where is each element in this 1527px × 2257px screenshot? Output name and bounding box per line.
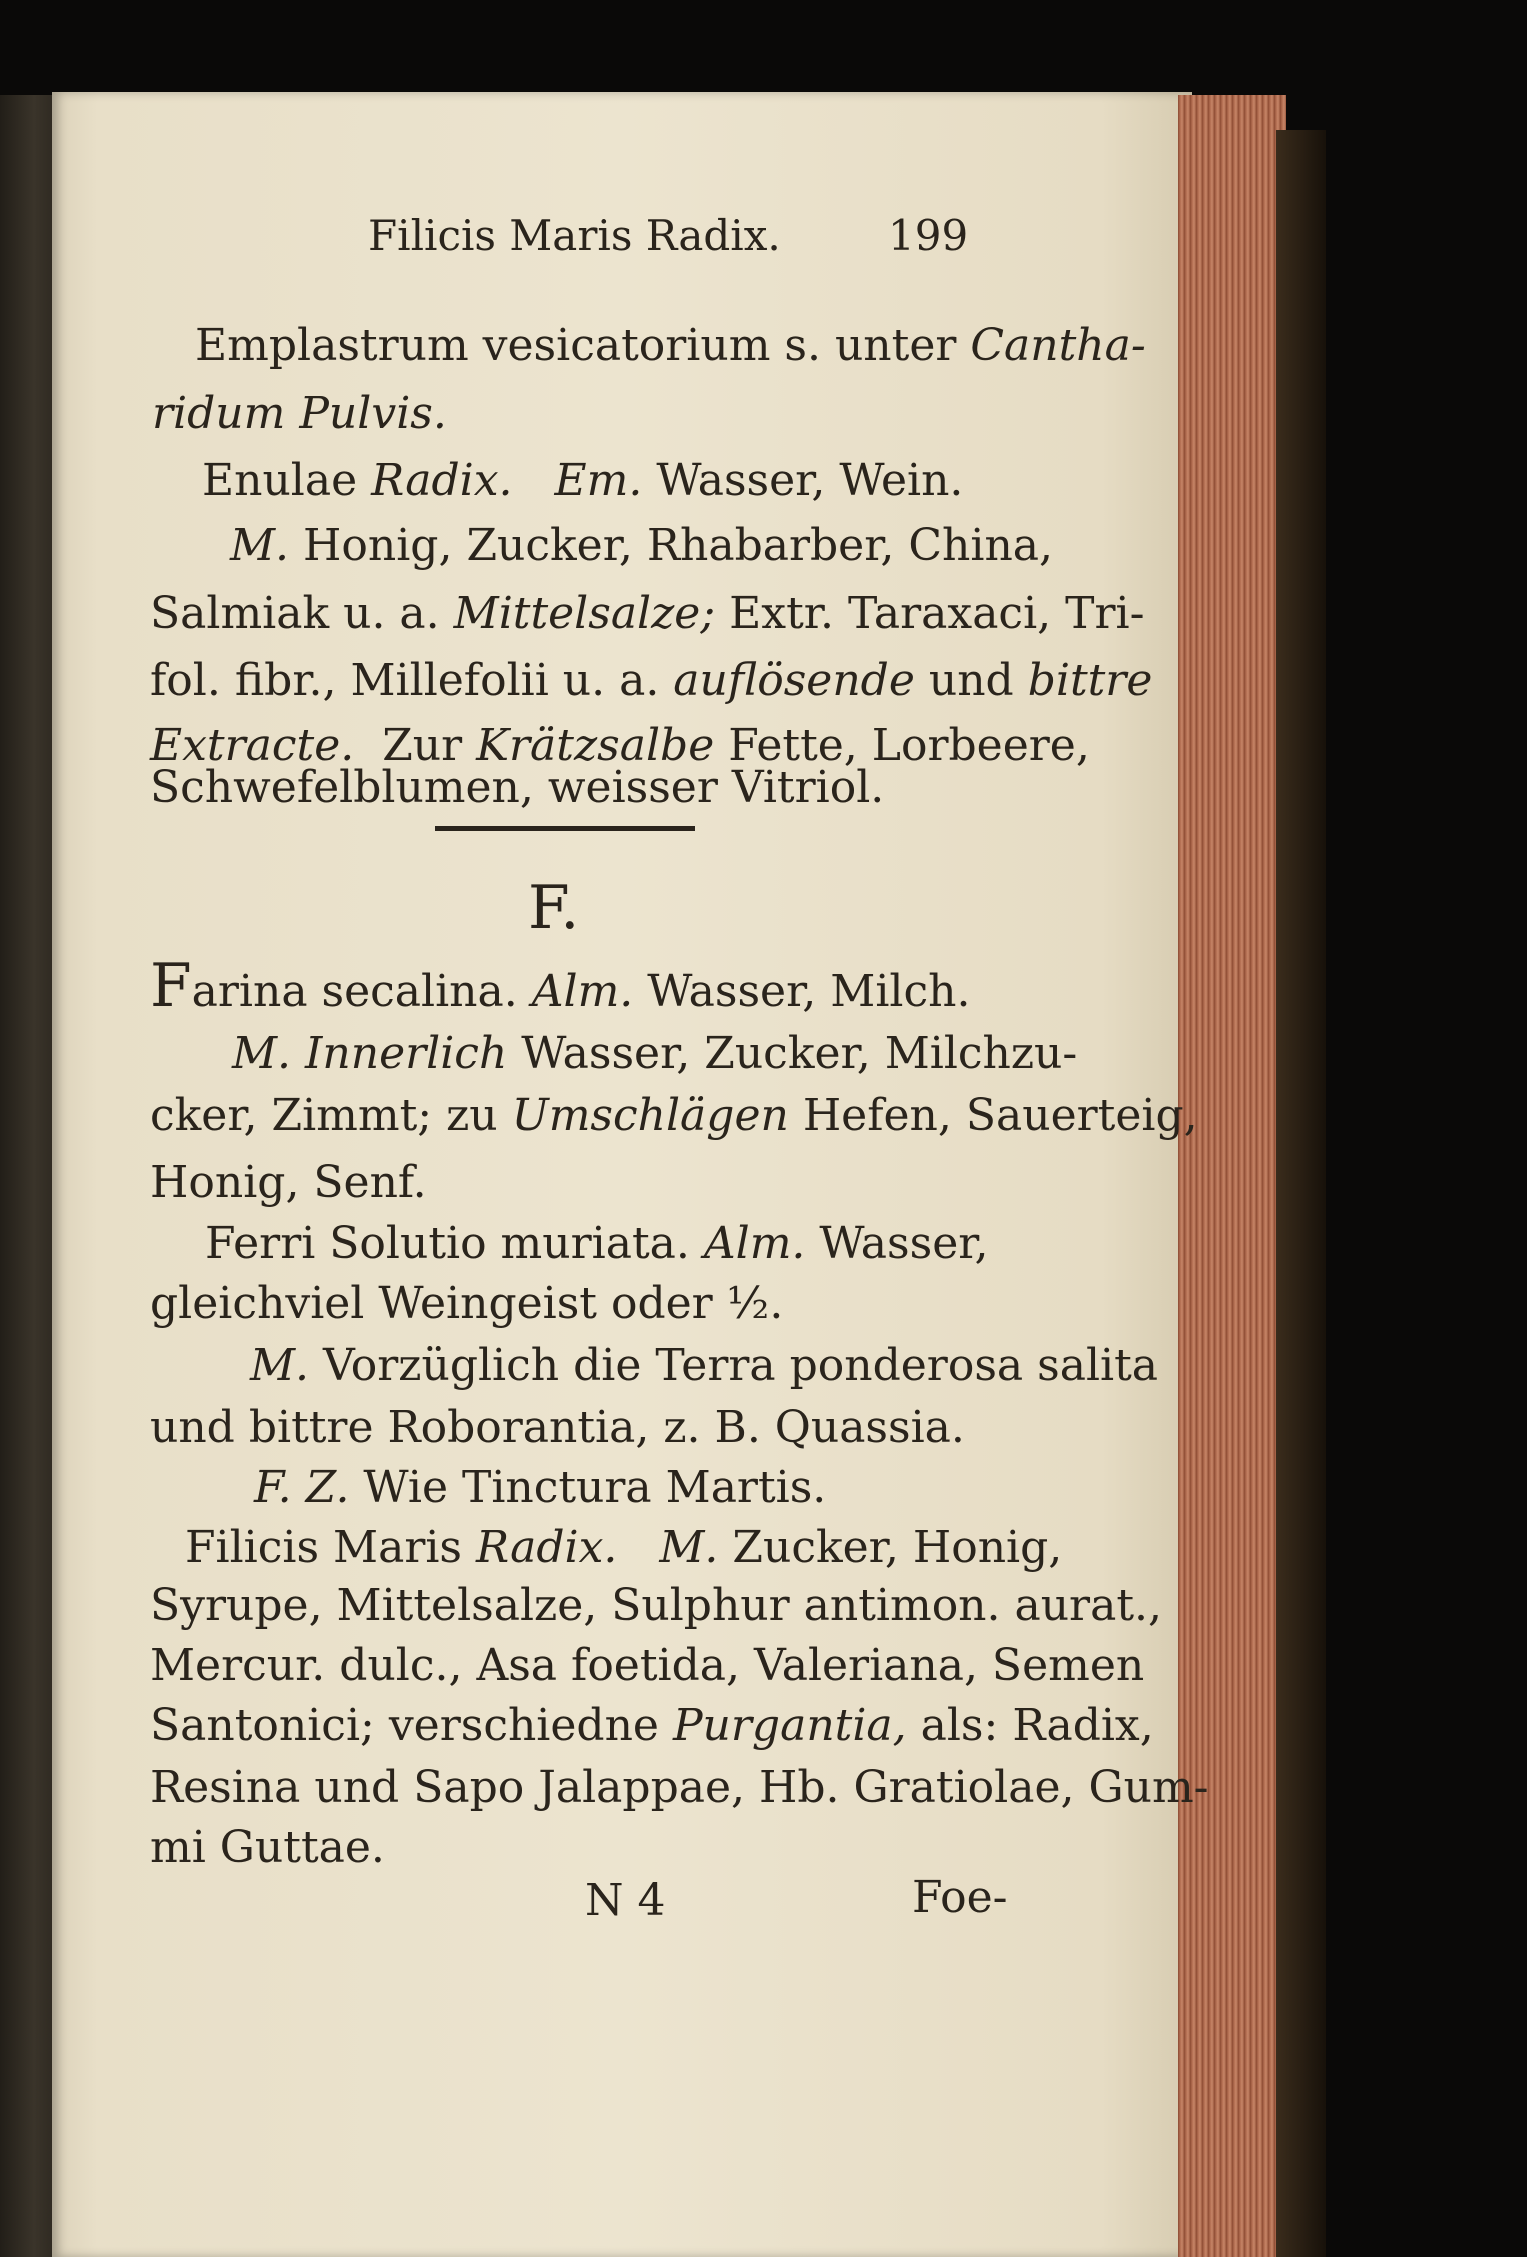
text-line: Honig, Senf. — [150, 1157, 427, 1208]
page-number: 199 — [888, 211, 969, 260]
catchword: Foe- — [912, 1872, 1008, 1923]
section-divider — [435, 826, 695, 831]
text-line: Extracte. Zur Krätzsalbe Fette, Lorbeere, — [150, 720, 1090, 771]
text-line: Ferri Solutio muriata. Alm. Wasser, — [205, 1218, 989, 1269]
text-line: Salmiak u. a. Mittelsalze; Extr. Taraxaci, Tri- — [150, 588, 1145, 639]
signature-mark: N 4 — [585, 1875, 666, 1926]
text-line: cker, Zimmt; zu Umschlägen Hefen, Sauerteig, — [150, 1090, 1198, 1141]
text-line: Enulae Radix. Em. Wasser, Wein. — [202, 455, 964, 506]
text-line: Farina secalina. Alm. Wasser, Milch. — [150, 951, 971, 1021]
running-head-title: Filicis Maris Radix. — [368, 211, 781, 260]
text-line: Resina und Sapo Jalappae, Hb. Gratiolae, Gum- — [150, 1762, 1209, 1813]
text-line: M. Vorzüglich die Terra ponderosa salita — [250, 1340, 1159, 1391]
text-line: gleichviel Weingeist oder ½. — [150, 1278, 784, 1329]
text-line: F. Z. Wie Tinctura Martis. — [254, 1462, 827, 1513]
initial-letter: F — [150, 951, 192, 1021]
section-letter: F. — [528, 873, 580, 943]
book-cover-edge — [1276, 130, 1326, 2257]
text-line: Schwefelblumen, weisser Vitriol. — [150, 762, 885, 813]
text-line: Filicis Maris Radix. M. Zucker, Honig, — [185, 1522, 1063, 1573]
text-line: Emplastrum vesicatorium s. unter Cantha- — [195, 320, 1146, 371]
text-line: und bittre Roborantia, z. B. Quassia. — [150, 1402, 965, 1453]
text-line: Santonici; verschiedne Purgantia, als: Radix, — [150, 1700, 1154, 1751]
page-edges — [1178, 95, 1286, 2257]
text-line: mi Guttae. — [150, 1822, 385, 1873]
text-line: ridum Pulvis. — [152, 388, 447, 439]
text-line: M. Honig, Zucker, Rhabarber, China, — [230, 520, 1054, 571]
text-line: fol. fibr., Millefolii u. a. auflösende und bittre — [150, 655, 1153, 706]
text-line: Mercur. dulc., Asa foetida, Valeriana, Semen — [150, 1640, 1145, 1691]
text-line: Syrupe, Mittelsalze, Sulphur antimon. aurat., — [150, 1580, 1162, 1631]
text-line: M. Innerlich Wasser, Zucker, Milchzu- — [232, 1028, 1078, 1079]
